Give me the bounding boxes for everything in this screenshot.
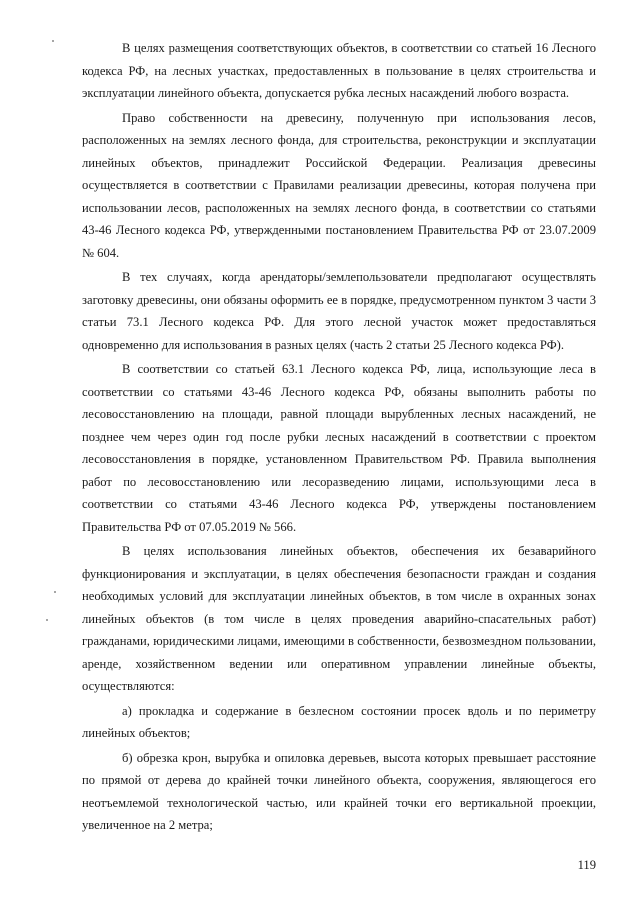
list-item-b: б) обрезка крон, вырубка и опиловка деревьев, высота которых превышает расстояние по прямой от дерева до крайней точки линейного объекта, сооружения, являющегося его неотъемлемой технологической частью, или крайней точки его вертикальной проекции, увеличенное на 2 метра; bbox=[82, 750, 596, 832]
paragraph-4: В соответствии со статьей 63.1 Лесного кодекса РФ, лица, использующие леса в соответствии со статьями 43-46 Лесного кодекса РФ, обязаны выполнить работы по лесовосстановлению на площади, равной площади вырубленных лесных насаждений, не позднее чем через один год после рубки лесных насаждений в соответствии с проектом лесовосстановления в порядке, установленном Правительством РФ. Правила выполнения работ по лесовосстановлению или лесоразведению лицами, использующими леса в соответствии со статьями 43-46 Лесного кодекса РФ, утверждены постановлением Правительства РФ от 07.05.2019 № 566. bbox=[82, 362, 596, 534]
paragraph-3: В тех случаях, когда арендаторы/землепользователи предполагают осуществлять заготовку древесины, они обязаны оформить ее в порядке, предусмотренном пунктом 3 части 3 статьи 73.1 Лесного кодекса РФ. Для этого лесной участок может предоставляться одновременно для использования в разных целях (часть 2 статьи 25 Лесного кодекса РФ). bbox=[82, 270, 596, 352]
scan-speck bbox=[46, 619, 48, 621]
paragraph-5: В целях использования линейных объектов, обеспечения их безаварийного функционирования и эксплуатации, в целях обеспечения безопасности граждан и создания необходимых условий для эксплуатации линейных объектов, в том числе в охранных зонах линейных объектов (в том числе в целях проведения аварийно-спасательных работ) гражданами, юридическими лицами, имеющими в собственности, безвозмездном пользовании, аренде, хозяйственном ведении или оперативном управлении линейные объекты, осуществляются: bbox=[82, 544, 596, 693]
list-item-a: а) прокладка и содержание в безлесном состоянии просек вдоль и по периметру линейных объектов; bbox=[82, 703, 596, 740]
scan-speck bbox=[54, 591, 56, 593]
paragraph-2: Право собственности на древесину, полученную при использования лесов, расположенных на землях лесного фонда, для строительства, реконструкции и эксплуатации линейных объектов, принадлежит Российской Федерации. Реализация древесины осуществляется в соответствии с Правилами реализации древесины, которая получена при использовании лесов, расположенных на землях лесного фонда, в соответствии со статьями 43-46 Лесного кодекса РФ, утвержденными постановлением Правительства РФ от 23.07.2009 № 604. bbox=[82, 110, 596, 260]
document-body bbox=[82, 37, 596, 837]
page-number: 119 bbox=[577, 858, 596, 872]
scan-speck bbox=[52, 40, 54, 42]
paragraph-1: В целях размещения соответствующих объектов, в соответствии со статьей 16 Лесного кодекса РФ, на лесных участках, предоставленных в пользование в целях строительства и эксплуатации линейного объекта, допускается рубка лесных насаждений любого возраста. bbox=[82, 41, 596, 100]
